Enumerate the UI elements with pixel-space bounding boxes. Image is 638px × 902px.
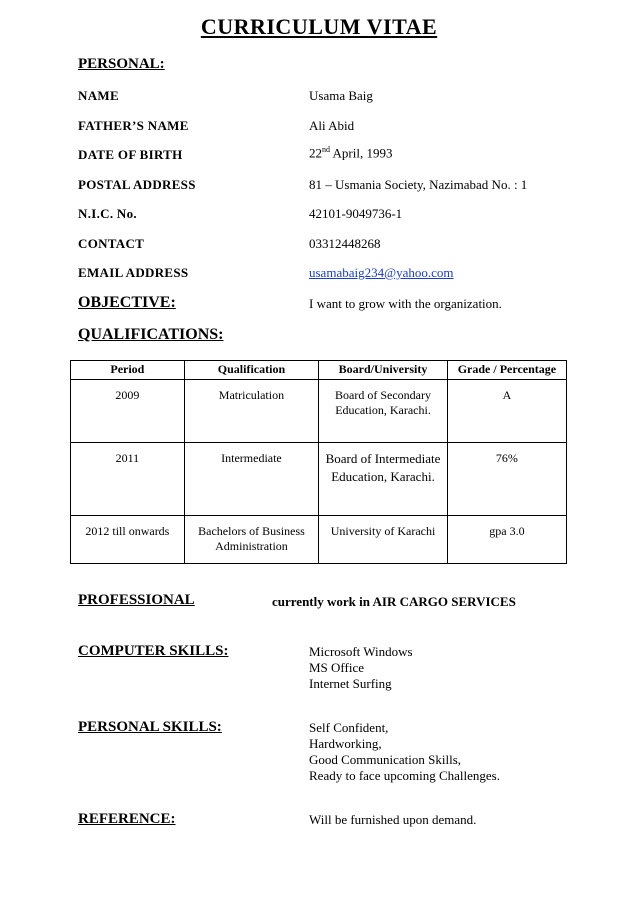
- objective-text: I want to grow with the organization.: [309, 296, 502, 311]
- table-row: [71, 443, 567, 516]
- list-item: Self Confident,: [309, 720, 389, 735]
- personal-heading: PERSONAL:: [78, 56, 165, 72]
- computer-skills-list: [309, 644, 413, 692]
- contact-label: CONTACT: [78, 236, 145, 251]
- objective-heading: OBJECTIVE:: [78, 294, 176, 311]
- list-item: Good Communication Skills,: [309, 752, 462, 767]
- nic-value: 42101-9049736-1: [309, 206, 403, 221]
- fathers-name-value: Ali Abid: [309, 118, 355, 133]
- professional-text: currently work in AIR CARGO SERVICES: [272, 594, 516, 609]
- name-label: NAME: [78, 88, 119, 103]
- qualifications-heading: QUALIFICATIONS:: [78, 326, 224, 343]
- table-cell: Intermediate: [184, 443, 318, 516]
- list-item: Microsoft Windows: [309, 644, 413, 659]
- contact-value: 03312448268: [309, 236, 381, 251]
- dob-suffix: nd: [322, 145, 330, 154]
- list-item: Hardworking,: [309, 736, 382, 751]
- professional-heading: PROFESSIONAL: [78, 592, 195, 608]
- column-header: Period: [71, 361, 185, 380]
- email-label: EMAIL ADDRESS: [78, 265, 189, 280]
- table-cell: gpa 3.0: [447, 516, 566, 564]
- column-header: Qualification: [184, 361, 318, 380]
- postal-address-value: 81 – Usmania Society, Nazimabad No. : 1: [309, 177, 528, 192]
- reference-heading: REFERENCE:: [78, 811, 176, 827]
- dob-label: DATE OF BIRTH: [78, 147, 183, 162]
- fathers-name-label: FATHER’S NAME: [78, 118, 189, 133]
- table-row: [71, 380, 567, 443]
- table-cell: 2011: [71, 443, 185, 516]
- table-cell: 2012 till onwards: [71, 516, 185, 564]
- table-cell: Bachelors of Business Administration: [184, 516, 318, 564]
- email-link[interactable]: usamabaig234@yahoo.com: [309, 265, 454, 280]
- dob-rest: April, 1993: [330, 145, 393, 161]
- qualifications-table: [70, 360, 567, 564]
- nic-label: N.I.C. No.: [78, 206, 137, 221]
- reference-text: Will be furnished upon demand.: [309, 812, 477, 827]
- page-title: CURRICULUM VITAE: [200, 14, 438, 39]
- table-cell: A: [447, 380, 566, 443]
- computer-skills-heading: COMPUTER SKILLS:: [78, 643, 229, 659]
- column-header: Board/University: [319, 361, 448, 380]
- table-row: [71, 516, 567, 564]
- dob-day: 22: [309, 145, 322, 161]
- postal-address-label: POSTAL ADDRESS: [78, 177, 196, 192]
- personal-skills-heading: PERSONAL SKILLS:: [78, 719, 222, 735]
- column-header: Grade / Percentage: [447, 361, 566, 380]
- list-item: MS Office: [309, 660, 365, 675]
- table-cell: University of Karachi: [319, 516, 448, 564]
- dob-value: [309, 145, 392, 161]
- list-item: Internet Surfing: [309, 676, 392, 691]
- personal-skills-list: [309, 720, 500, 784]
- table-cell: Board of Secondary Education, Karachi.: [319, 380, 448, 443]
- name-value: Usama Baig: [309, 88, 373, 103]
- table-cell: Board of Intermediate Education, Karachi.: [319, 443, 448, 516]
- table-header-row: [71, 361, 567, 380]
- list-item: Ready to face upcoming Challenges.: [309, 768, 500, 783]
- table-cell: Matriculation: [184, 380, 318, 443]
- table-cell: 2009: [71, 380, 185, 443]
- table-cell: 76%: [447, 443, 566, 516]
